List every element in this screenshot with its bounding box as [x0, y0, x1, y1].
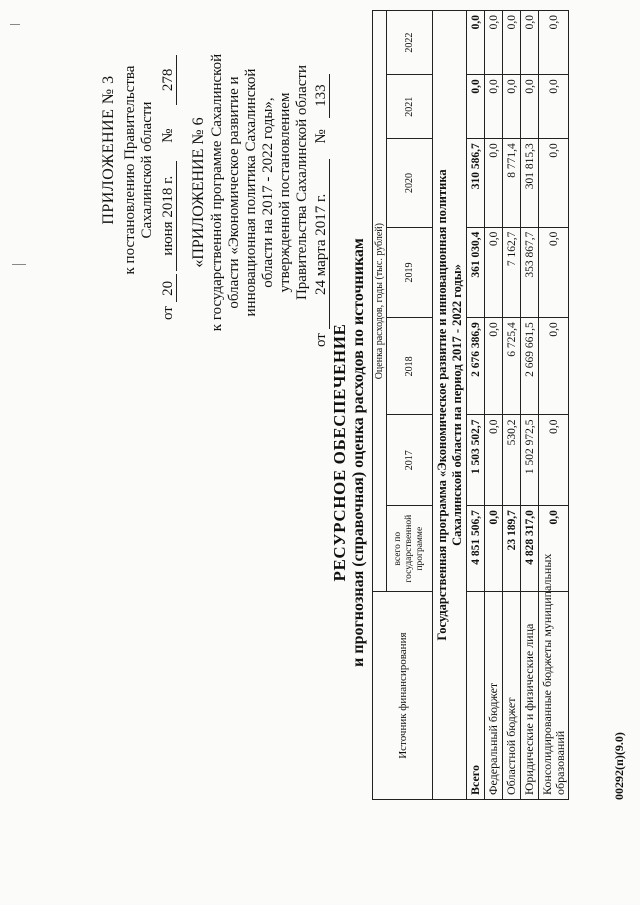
prev-appendix-line-5: утвержденной постановлением	[277, 92, 293, 293]
appendix-title: ПРИЛОЖЕНИЕ № 3	[100, 75, 117, 225]
appendix-line-2: Сахалинской области	[139, 101, 155, 239]
row-source: Всего	[467, 592, 485, 800]
row-2017: 1 503 502,7	[467, 415, 485, 506]
row-2021: 0,0	[467, 75, 485, 139]
row-2022: 0,0	[503, 11, 521, 75]
program-title	[433, 11, 467, 800]
prev-number-label: №	[313, 129, 329, 144]
header-source: Источник финансирования	[373, 592, 433, 800]
row-2021: 0,0	[521, 75, 539, 139]
row-total: 0,0	[539, 506, 569, 592]
prev-appendix-date-row	[313, 74, 330, 347]
row-2019: 0,0	[485, 227, 503, 318]
row-2017: 530,2	[503, 415, 521, 506]
row-source: Юридические и физические лица	[521, 592, 539, 800]
prev-appendix-line-3: инновационная политика Сахалинской	[243, 68, 259, 317]
appendix-number: 278	[160, 55, 177, 105]
program-title-line-2: Сахалинской области на период 2017 - 2022 годы»	[449, 264, 464, 546]
header-year-2021: 2021	[387, 75, 433, 139]
row-2018: 0,0	[485, 318, 503, 415]
row-2017: 0,0	[485, 415, 503, 506]
row-2021: 0,0	[503, 75, 521, 139]
row-2020: 0,0	[485, 139, 503, 227]
row-source	[539, 553, 569, 800]
row-source: Областной бюджет	[503, 592, 521, 800]
row-2020: 8 771,4	[503, 139, 521, 227]
row-2021: 0,0	[485, 75, 503, 139]
prev-appendix-date: 24 марта 2017 г.	[313, 159, 330, 329]
row-2022: 0,0	[539, 11, 569, 75]
row-2022: 0,0	[521, 11, 539, 75]
appendix-date-row	[160, 55, 177, 320]
row-source: Федеральный бюджет	[485, 592, 503, 800]
row-total: 23 189,7	[503, 506, 521, 592]
table-row	[485, 11, 503, 800]
header-year-2018: 2018	[387, 318, 433, 415]
appendix-day: 20	[160, 274, 177, 302]
number-label: №	[160, 128, 176, 143]
prev-appendix-line-1: к государственной программе Сахалинской	[209, 53, 225, 332]
row-2022: 0,0	[467, 11, 485, 75]
prev-appendix-line-4: области на 2017 - 2022 годы»,	[260, 97, 276, 288]
row-2020: 301 815,3	[521, 139, 539, 227]
row-2020: 0,0	[539, 139, 569, 227]
row-2019: 0,0	[539, 227, 569, 318]
appendix-line-1: к постановлению Правительства	[122, 65, 138, 275]
table-row	[521, 11, 539, 800]
row-2019: 361 030,4	[467, 227, 485, 318]
row-2018: 6 725,4	[503, 318, 521, 415]
table-row	[503, 11, 521, 800]
row-2018: 2 676 386,9	[467, 318, 485, 415]
header-total: всего по государственной программе	[387, 506, 433, 592]
row-total: 4 828 317,0	[521, 506, 539, 592]
row-2022: 0,0	[485, 11, 503, 75]
program-title-line-1: Государственная программа «Экономическое развитие и инновационная политика	[434, 169, 449, 641]
row-source-line-2: образований	[552, 730, 567, 795]
row-2020: 310 586,7	[467, 139, 485, 227]
scan-mark	[12, 264, 26, 265]
prev-from-label: от	[313, 333, 329, 347]
row-2018: 0,0	[539, 318, 569, 415]
appendix-month-year: июня 2018 г.	[160, 161, 177, 271]
row-2019: 7 162,7	[503, 227, 521, 318]
from-label: от	[160, 306, 176, 320]
table-row	[539, 11, 569, 800]
program-title-row	[433, 11, 467, 800]
row-2017: 1 502 972,5	[521, 415, 539, 506]
header-year-2017: 2017	[387, 415, 433, 506]
footer-code: 00292(п)(9.0)	[612, 732, 626, 800]
document-title: РЕСУРСНОЕ ОБЕСПЕЧЕНИЕ	[330, 323, 349, 582]
header-year-2020: 2020	[387, 139, 433, 227]
row-2017: 0,0	[539, 415, 569, 506]
prev-appendix-line-2: области «Экономическое развитие и	[226, 76, 242, 309]
resource-table	[372, 10, 569, 800]
row-2018: 2 669 661,5	[521, 318, 539, 415]
prev-appendix-number: 133	[313, 74, 330, 118]
header-year-2022: 2022	[387, 11, 433, 75]
header-year-2019: 2019	[387, 227, 433, 318]
prev-appendix-title: «ПРИЛОЖЕНИЕ № 6	[190, 117, 207, 268]
scan-mark	[10, 24, 20, 25]
row-2019: 353 867,7	[521, 227, 539, 318]
row-total: 4 851 506,7	[467, 506, 485, 592]
row-total: 0,0	[485, 506, 503, 592]
table-row	[467, 11, 485, 800]
header-estimate: Оценка расходов, годы (тыс. рублей)	[373, 11, 387, 592]
document-subtitle: и прогнозная (справочная) оценка расходов по источникам	[350, 238, 367, 667]
prev-appendix-line-6: Правительства Сахалинской области	[294, 64, 310, 301]
row-2021: 0,0	[539, 75, 569, 139]
row-source-line-1: Консолидированные бюджеты муниципальных	[539, 553, 554, 795]
